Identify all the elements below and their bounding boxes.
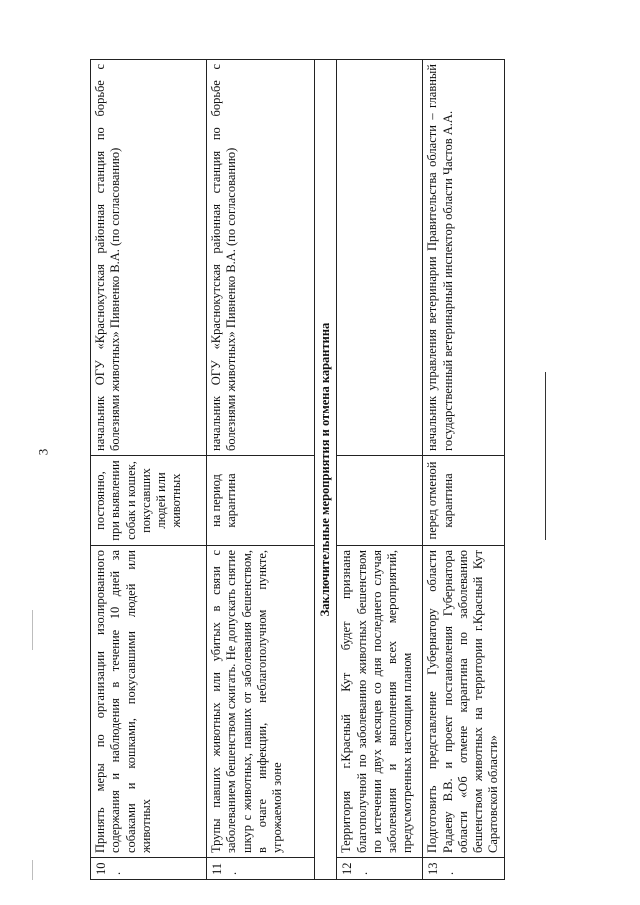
rotated-page xyxy=(90,60,501,880)
deadline-text: постоянно, при выявлении собак и кошек, покусавших людей или животных xyxy=(91,456,207,546)
measure-text: Принять меры по организации изолированного содержания и наблюдения в течение 10 дней за собаками и кошками, покусавшими людей или животных xyxy=(91,546,207,858)
deadline-text xyxy=(337,456,423,546)
row-number: 12. xyxy=(337,858,423,880)
responsible-text: начальник управления ветеринарии Правительства области – главный государственный ветеринарный инспектор области Частов А.А. xyxy=(423,60,504,456)
measure-text: Трупы павших животных или убитых в связи с заболеванием бешенством сжигать. Не допускать снятие шкур с животных, павших от заболевания бешенством, в очаге инфекции, неблагополучном пункте, угрожаемой зоне xyxy=(207,546,315,858)
table-row xyxy=(337,60,423,880)
row-number: 10. xyxy=(91,858,207,880)
scan-edge-mark xyxy=(32,610,33,650)
responsible-text: начальник ОГУ «Краснокутская районная станция по борьбе с болезнями животных» Пивненко В.А. (по согласованию) xyxy=(91,60,207,456)
signature-line xyxy=(545,372,546,540)
deadline-text: перед отменой карантина xyxy=(423,456,504,546)
row-number: 11. xyxy=(207,858,315,880)
page-number: 3 xyxy=(35,448,51,456)
table-row xyxy=(91,60,207,880)
measure-text: Территория г.Красный Кут будет признана благополучной по заболеванию животных бешенством по истечении двух месяцев со дня последнего случая заболевания и выполнения всех мероприятий, предусмотренных настоящим планом xyxy=(337,546,423,858)
responsible-text: начальник ОГУ «Краснокутская районная станция по борьбе с болезнями животных» Пивненко В.А. (по согласованию) xyxy=(207,60,315,456)
table-row xyxy=(207,60,315,880)
table-row xyxy=(423,60,504,880)
deadline-text: на период карантина xyxy=(207,456,315,546)
measures-table xyxy=(90,59,505,880)
responsible-text xyxy=(337,60,423,456)
measure-text: Подготовить представление Губернатору области Радаеву В.В. и проект постановления Губернатора области «Об отмене карантина по заболеванию бешенством животных на территории г.Красный Кут Саратовской области» xyxy=(423,546,504,858)
section-row xyxy=(315,60,337,880)
scan-edge-mark xyxy=(32,860,33,880)
rotated-content xyxy=(90,60,501,880)
row-number: 13. xyxy=(423,858,504,880)
section-title: Заключительные мероприятия и отмена карантина xyxy=(315,60,337,880)
